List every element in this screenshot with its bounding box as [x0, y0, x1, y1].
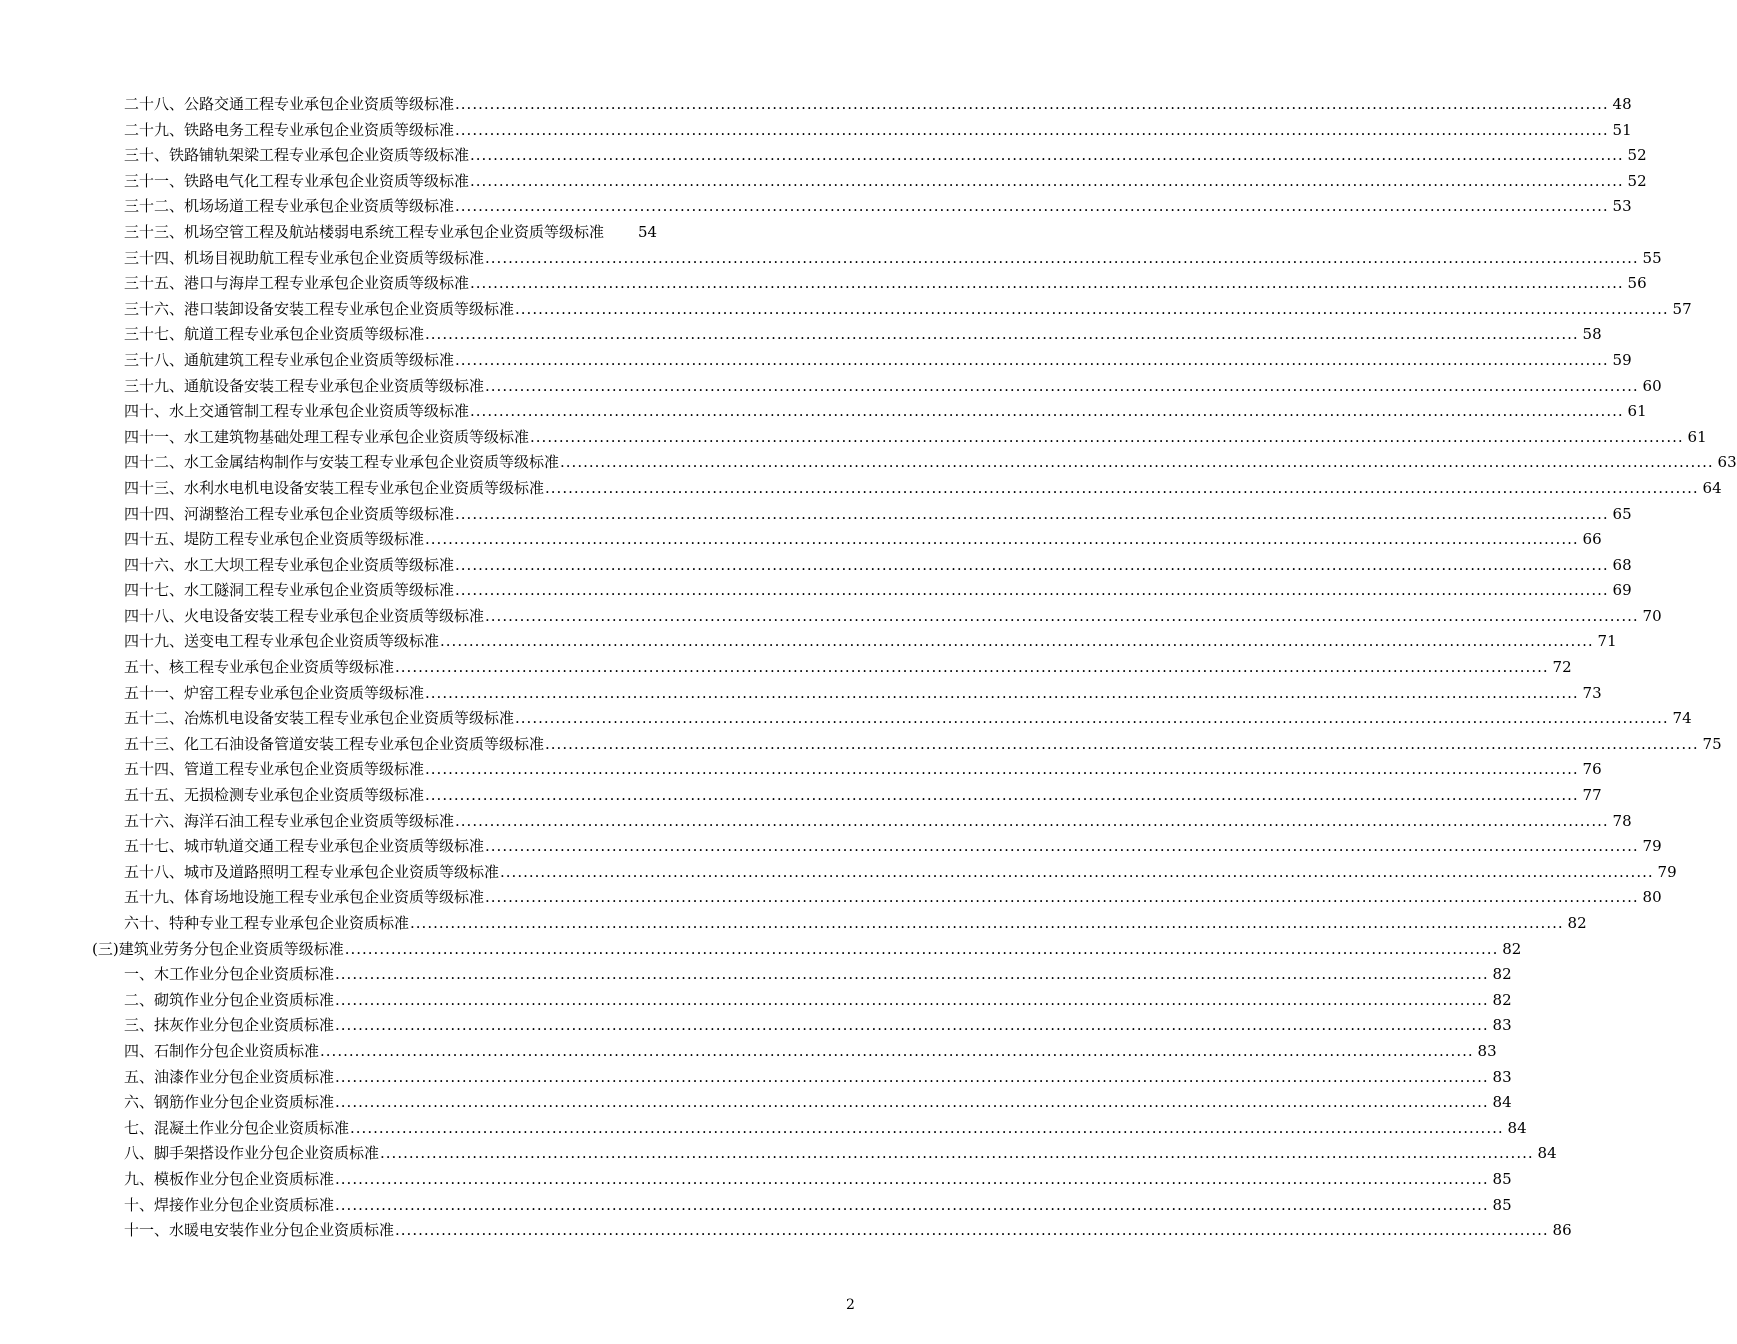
toc-entry[interactable] — [0, 629, 1617, 655]
toc-entry-title: 五十八、城市及道路照明工程专业承包企业资质等级标准 — [124, 862, 500, 881]
toc-entry[interactable] — [0, 1218, 1572, 1244]
dot-leader: ........................................................................................................................................................................................................ — [335, 1195, 1489, 1214]
toc-entry-page: 65 — [1612, 504, 1632, 523]
toc-entry[interactable] — [0, 962, 1512, 988]
toc-entry-title: 四、石制作分包企业资质标准 — [124, 1041, 320, 1060]
toc-entry[interactable] — [0, 988, 1512, 1014]
toc-entry-title: 五十五、无损检测专业承包企业资质等级标准 — [124, 786, 425, 805]
toc-entry-page: 82 — [1502, 939, 1522, 958]
toc-entry-page: 78 — [1612, 811, 1632, 830]
dot-leader: ........................................................................................................................................................................................................ — [380, 1144, 1534, 1163]
toc-entry[interactable] — [0, 1065, 1512, 1091]
toc-entry-title: 二十九、铁路电务工程专业承包企业资质等级标准 — [124, 120, 455, 139]
toc-entry-title: 六、钢筋作业分包企业资质标准 — [124, 1093, 335, 1112]
toc-entry-page: 77 — [1582, 786, 1602, 805]
toc-entry-title: (三)建筑业劳务分包企业资质等级标准 — [92, 939, 344, 958]
toc-entry-page: 86 — [1552, 1221, 1572, 1240]
toc-entry-title: 四十八、火电设备安装工程专业承包企业资质等级标准 — [124, 606, 485, 625]
toc-entry[interactable] — [0, 809, 1632, 835]
dot-leader: ........................................................................................................................................................................................................ — [470, 274, 1624, 293]
toc-entry[interactable] — [0, 604, 1662, 630]
toc-entry[interactable] — [0, 246, 1662, 272]
toc-entry-page: 56 — [1627, 274, 1647, 293]
toc-entry[interactable] — [0, 1090, 1512, 1116]
toc-entry[interactable] — [0, 834, 1662, 860]
dot-leader: ........................................................................................................................................................................................................ — [425, 760, 1579, 779]
toc-entry[interactable] — [0, 502, 1632, 528]
toc-entry[interactable] — [0, 194, 1632, 220]
toc-entry[interactable] — [0, 348, 1632, 374]
toc-entry-page: 71 — [1597, 632, 1617, 651]
toc-entry[interactable] — [0, 527, 1602, 553]
dot-leader: ........................................................................................................................................................................................................ — [335, 1093, 1489, 1112]
dot-leader: ........................................................................................................................................................................................................ — [455, 581, 1609, 600]
dot-leader: ........................................................................................................................................................................................................ — [485, 888, 1639, 907]
dot-leader: ........................................................................................................................................................................................................ — [470, 146, 1624, 165]
toc-entry-page: 52 — [1627, 171, 1647, 190]
toc-entry-page: 48 — [1612, 95, 1632, 113]
toc-entry-page: 63 — [1717, 453, 1737, 472]
toc-entry-page: 79 — [1657, 862, 1677, 881]
toc-entry-title: 三十、铁路铺轨架梁工程专业承包企业资质等级标准 — [124, 146, 470, 165]
toc-entry-page: 74 — [1672, 709, 1692, 728]
toc-entry-title: 二十八、公路交通工程专业承包企业资质等级标准 — [124, 95, 455, 113]
toc-entry[interactable] — [0, 297, 1692, 323]
toc-entry-page: 85 — [1492, 1169, 1512, 1188]
toc-entry[interactable] — [0, 860, 1677, 886]
toc-entry-title: 四十二、水工金属结构制作与安装工程专业承包企业资质等级标准 — [124, 453, 560, 472]
toc-entry-title: 五十二、冶炼机电设备安装工程专业承包企业资质等级标准 — [124, 709, 515, 728]
toc-entry-page: 64 — [1702, 478, 1722, 497]
toc-entry-title: 四十六、水工大坝工程专业承包企业资质等级标准 — [124, 555, 455, 574]
toc-entry-title: 三十四、机场目视助航工程专业承包企业资质等级标准 — [124, 248, 485, 267]
dot-leader: ........................................................................................................................................................................................................ — [455, 197, 1609, 216]
toc-entry-page: 73 — [1582, 683, 1602, 702]
dot-leader: ........................................................................................................................................................................................................ — [320, 1041, 1474, 1060]
toc-entry[interactable] — [0, 578, 1632, 604]
toc-entry-title: 三、抹灰作业分包企业资质标准 — [124, 1016, 335, 1035]
toc-entry-title: 五十九、体育场地设施工程专业承包企业资质等级标准 — [124, 888, 485, 907]
toc-entry-page: 57 — [1672, 299, 1692, 318]
dot-leader: ........................................................................................................................................................................................................ — [455, 95, 1609, 113]
toc-entry[interactable] — [0, 271, 1647, 297]
toc-entry[interactable] — [0, 885, 1662, 911]
toc-entry[interactable] — [0, 1116, 1527, 1142]
dot-leader: ........................................................................................................................................................................................................ — [350, 1118, 1504, 1137]
dot-leader: ........................................................................................................................................................................................................ — [410, 914, 1564, 932]
dot-leader: ........................................................................................................................................................................................................ — [470, 402, 1624, 421]
toc-entry-title: 四十五、堤防工程专业承包企业资质等级标准 — [124, 530, 425, 549]
dot-leader: ........................................................................................................................................................................................................ — [470, 171, 1624, 190]
table-of-contents — [0, 92, 1737, 1244]
dot-leader: ........................................................................................................................................................................................................ — [335, 1169, 1489, 1188]
toc-entry-title: 三十七、航道工程专业承包企业资质等级标准 — [124, 325, 425, 344]
toc-entry[interactable] — [0, 399, 1647, 425]
toc-entry[interactable] — [0, 1167, 1512, 1193]
dot-leader: ........................................................................................................................................................................................................ — [335, 965, 1489, 984]
dot-leader: ........................................................................................................................................................................................................ — [455, 350, 1609, 369]
dot-leader: ........................................................................................................................................................................................................ — [455, 555, 1609, 574]
toc-entry-page: 82 — [1492, 965, 1512, 984]
dot-leader: ........................................................................................................................................................................................................ — [560, 453, 1714, 472]
dot-leader: ........................................................................................................................................................................................................ — [425, 325, 1579, 344]
toc-entry-page: 53 — [1612, 197, 1632, 216]
toc-entry-title: 六十、特种专业工程专业承包企业资质标准 — [124, 914, 410, 932]
toc-entry[interactable] — [0, 118, 1632, 144]
toc-entry-page: 82 — [1492, 990, 1512, 1009]
toc-entry-title: 九、模板作业分包企业资质标准 — [124, 1169, 335, 1188]
dot-leader: ........................................................................................................................................................................................................ — [485, 606, 1639, 625]
toc-entry-page: 84 — [1507, 1118, 1527, 1137]
toc-entry-page: 83 — [1477, 1041, 1497, 1060]
toc-entry-title: 五十、核工程专业承包企业资质等级标准 — [124, 658, 395, 677]
toc-entry-page: 72 — [1552, 658, 1572, 677]
toc-entry-page: 69 — [1612, 581, 1632, 600]
toc-entry-title: 八、脚手架搭设作业分包企业资质标准 — [124, 1144, 380, 1163]
dot-leader: ........................................................................................................................................................................................................ — [485, 248, 1639, 267]
toc-entry-title: 五、油漆作业分包企业资质标准 — [124, 1067, 335, 1086]
toc-entry-page: 68 — [1612, 555, 1632, 574]
toc-entry-title: 四十、水上交通管制工程专业承包企业资质等级标准 — [124, 402, 470, 421]
toc-entry-title: 三十六、港口装卸设备安装工程专业承包企业资质等级标准 — [124, 299, 515, 318]
toc-entry-page: 75 — [1702, 734, 1722, 753]
toc-entry-title: 五十六、海洋石油工程专业承包企业资质等级标准 — [124, 811, 455, 830]
toc-entry-title: 三十三、机场空管工程及航站楼弱电系统工程专业承包企业资质等级标准 — [124, 222, 605, 241]
toc-entry[interactable] — [0, 169, 1647, 195]
toc-entry-page: 52 — [1627, 146, 1647, 165]
toc-entry-page: 84 — [1537, 1144, 1557, 1163]
toc-entry-title: 三十二、机场场道工程专业承包企业资质等级标准 — [124, 197, 455, 216]
toc-entry-page: 70 — [1642, 606, 1662, 625]
toc-entry-title: 四十七、水工隧洞工程专业承包企业资质等级标准 — [124, 581, 455, 600]
dot-leader: ........................................................................................................................................................................................................ — [455, 504, 1609, 523]
dot-leader: ........................................................................................................................................................................................................ — [545, 478, 1699, 497]
toc-entry[interactable] — [0, 1013, 1512, 1039]
toc-entry-title: 三十五、港口与海岸工程专业承包企业资质等级标准 — [124, 274, 470, 293]
toc-entry[interactable] — [0, 681, 1602, 707]
toc-entry-page: 80 — [1642, 888, 1662, 907]
dot-leader: ........................................................................................................................................................................................................ — [425, 683, 1579, 702]
dot-leader: ........................................................................................................................................................................................................ — [335, 1016, 1489, 1035]
toc-entry-title: 三十八、通航建筑工程专业承包企业资质等级标准 — [124, 350, 455, 369]
dot-leader: ........................................................................................................................................................................................................ — [515, 709, 1669, 728]
dot-leader: ........................................................................................................................................................................................................ — [395, 1221, 1549, 1240]
toc-entry[interactable] — [0, 1039, 1497, 1065]
toc-entry-page: 60 — [1642, 376, 1662, 395]
toc-entry-title: 四十一、水工建筑物基础处理工程专业承包企业资质等级标准 — [124, 427, 530, 446]
dot-leader: ........................................................................................................................................................................................................ — [455, 811, 1609, 830]
toc-entry-page: 79 — [1642, 837, 1662, 856]
dot-leader: ........................................................................................................................................................................................................ — [530, 427, 1684, 446]
toc-entry-page: 58 — [1582, 325, 1602, 344]
toc-entry-page: 83 — [1492, 1067, 1512, 1086]
toc-entry[interactable] — [0, 143, 1647, 169]
dot-leader: ........................................................................................................................................................................................................ — [515, 299, 1669, 318]
page-number: 2 — [846, 1297, 855, 1313]
toc-entry-page: 84 — [1492, 1093, 1512, 1112]
toc-entry[interactable] — [0, 322, 1602, 348]
dot-leader: ........................................................................................................................................................................................................ — [425, 530, 1579, 549]
dot-leader: ........................................................................................................................................................................................................ — [545, 734, 1699, 753]
toc-entry-page: 61 — [1627, 402, 1647, 421]
toc-entry-page: 82 — [1567, 914, 1587, 932]
toc-entry-page: 83 — [1492, 1016, 1512, 1035]
toc-entry-title: 五十三、化工石油设备管道安装工程专业承包企业资质等级标准 — [124, 734, 545, 753]
toc-entry[interactable] — [0, 732, 1722, 758]
toc-entry-title: 四十三、水利水电机电设备安装工程专业承包企业资质等级标准 — [124, 478, 545, 497]
toc-entry-title: 五十一、炉窑工程专业承包企业资质等级标准 — [124, 683, 425, 702]
toc-entry[interactable] — [0, 92, 1632, 118]
toc-entry[interactable] — [0, 757, 1602, 783]
toc-entry-page: 76 — [1582, 760, 1602, 779]
toc-entry[interactable] — [0, 1141, 1557, 1167]
dot-leader: ........................................................................................................................................................................................................ — [485, 837, 1639, 856]
toc-entry[interactable] — [0, 476, 1722, 502]
toc-entry[interactable] — [0, 706, 1692, 732]
toc-entry[interactable] — [0, 655, 1572, 681]
toc-entry[interactable] — [0, 1193, 1512, 1219]
dot-leader: ........................................................................................................................................................................................................ — [335, 1067, 1489, 1086]
toc-entry-title: 三十九、通航设备安装工程专业承包企业资质等级标准 — [124, 376, 485, 395]
toc-entry-title: 五十七、城市轨道交通工程专业承包企业资质等级标准 — [124, 837, 485, 856]
dot-leader: ........................................................................................................................................................................................................ — [485, 376, 1639, 395]
toc-entry[interactable] — [0, 374, 1662, 400]
toc-entry[interactable] — [0, 937, 1522, 963]
dot-leader: ........................................................................................................................................................................................................ — [395, 658, 1549, 677]
toc-entry-title: 一、木工作业分包企业资质标准 — [124, 965, 335, 984]
toc-entry[interactable] — [0, 450, 1737, 476]
toc-entry[interactable] — [0, 911, 1587, 937]
toc-entry-page: 55 — [1642, 248, 1662, 267]
toc-entry-page: 66 — [1582, 530, 1602, 549]
toc-entry-title: 十一、水暖电安装作业分包企业资质标准 — [124, 1221, 395, 1240]
toc-entry-page: 61 — [1687, 427, 1707, 446]
toc-entry[interactable] — [0, 220, 950, 246]
dot-leader: ........................................................................................................................................................................................................ — [425, 786, 1579, 805]
toc-entry-title: 二、砌筑作业分包企业资质标准 — [124, 990, 335, 1009]
toc-entry-page: 59 — [1612, 350, 1632, 369]
dot-leader: ........................................................................................................................................................................................................ — [500, 862, 1654, 881]
dot-leader: ........................................................................................................................................................................................................ — [455, 120, 1609, 139]
toc-entry-title: 四十四、河湖整治工程专业承包企业资质等级标准 — [124, 504, 455, 523]
dot-leader: ........................................................................................................................................................................................................ — [335, 990, 1489, 1009]
toc-entry[interactable] — [0, 425, 1707, 451]
toc-entry-title: 七、混凝土作业分包企业资质标准 — [124, 1118, 350, 1137]
toc-entry-title: 四十九、送变电工程专业承包企业资质等级标准 — [124, 632, 440, 651]
toc-entry-page: 85 — [1492, 1195, 1512, 1214]
toc-entry-page: 51 — [1612, 120, 1632, 139]
toc-entry-title: 五十四、管道工程专业承包企业资质等级标准 — [124, 760, 425, 779]
toc-entry-page: 54 — [638, 222, 658, 241]
toc-entry-title: 十、焊接作业分包企业资质标准 — [124, 1195, 335, 1214]
dot-leader: ........................................................................................................................................................................................................ — [440, 632, 1594, 651]
dot-leader: ........................................................................................................................................................................................................ — [344, 939, 1499, 958]
toc-entry[interactable] — [0, 553, 1632, 579]
toc-entry-title: 三十一、铁路电气化工程专业承包企业资质等级标准 — [124, 171, 470, 190]
toc-entry[interactable] — [0, 783, 1602, 809]
